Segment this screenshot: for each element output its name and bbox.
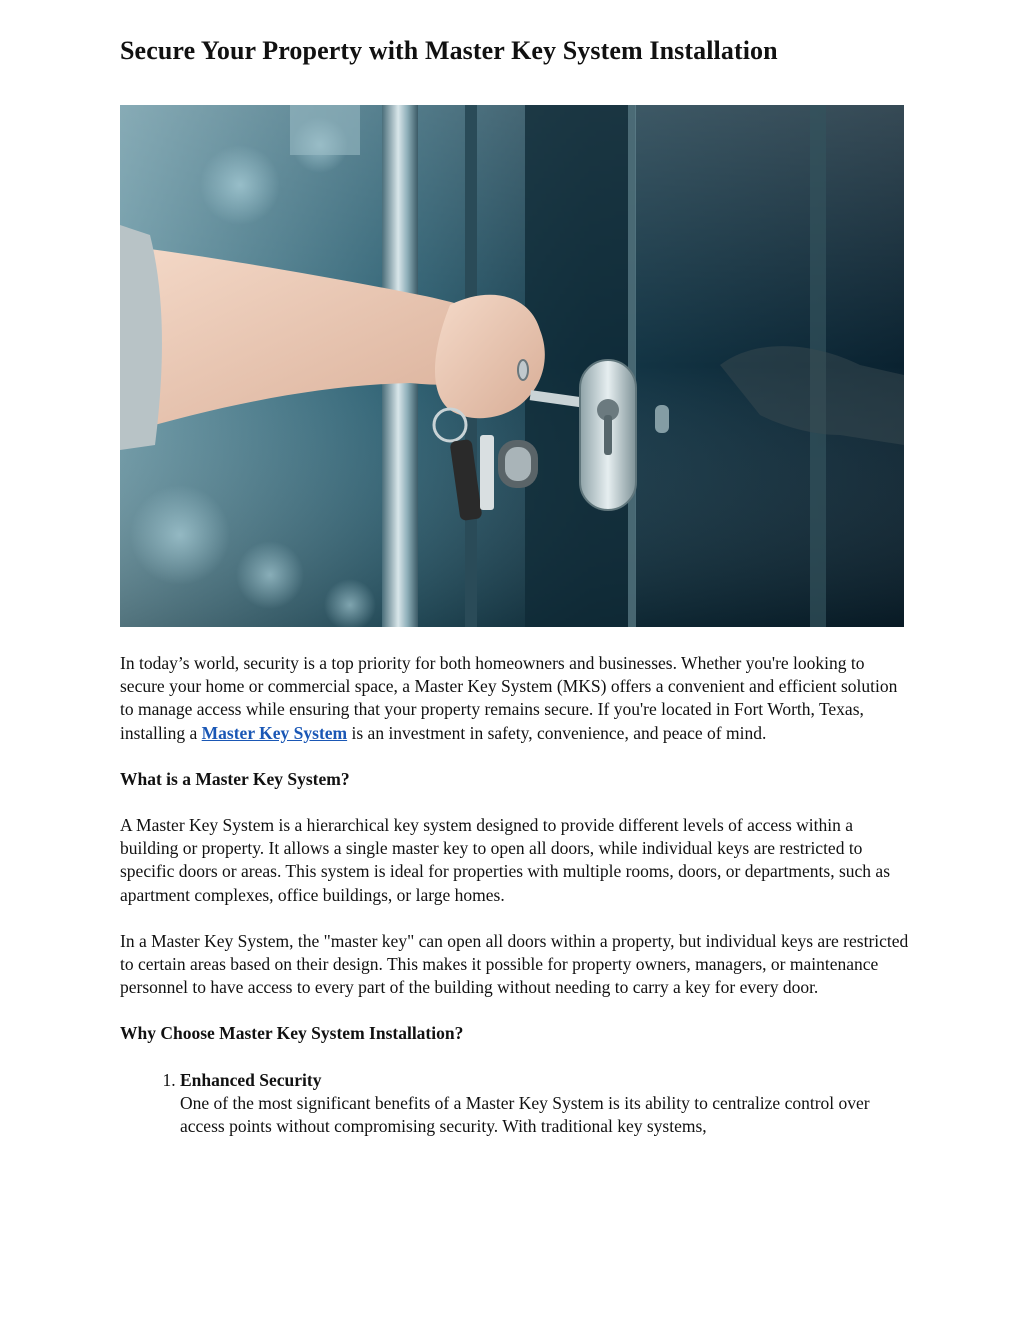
intro-paragraph: [120, 652, 910, 745]
list-item-title: 1. Enhanced Security: [180, 1069, 322, 1090]
article-body: [120, 652, 910, 1138]
section1-paragraph-1: A Master Key System is a hierarchical key system designed to provide different levels of access within a building or property. It allows a single master key to open all doors, while individual keys are restricted to specific doors or areas. This system is ideal for properties with multiple rooms, doors, or departments, such as apartment complexes, office buildings, or large homes.: [120, 815, 890, 905]
list-item-text: One of the most significant benefits of a Master Key System is its ability to centralize control over access points without compromising security. With traditional key systems,: [180, 1092, 870, 1137]
benefits-list: [120, 1069, 910, 1139]
list-item: [180, 1069, 910, 1139]
hero-photo-hand-unlocking-door: [120, 105, 904, 627]
page-title: Secure Your Property with Master Key System Installation: [120, 36, 778, 65]
master-key-system-link[interactable]: Master Key System: [201, 722, 348, 743]
section-heading-what-is: What is a Master Key System?: [120, 768, 350, 789]
intro-text-end: is an investment in safety, convenience, and peace of mind.: [347, 722, 767, 743]
intro-text-start: In today’s world, security is a top priority for both homeowners and businesses. Whether you're looking to secure your home or commercial space, a Master Key System (MKS) offers a convenient and efficient solution to manage access while ensuring that your property remains secure. If you're located in Fort Worth, Texas, installing a: [120, 653, 898, 743]
section1-paragraph-2: In a Master Key System, the "master key" can open all doors within a property, but individual keys are restricted to certain areas based on their design. This makes it possible for property owners, managers, or maintenance personnel to have access to every part of the building without needing to carry a key for every door.: [120, 930, 909, 998]
section-heading-why-choose: Why Choose Master Key System Installation?: [120, 1023, 464, 1044]
